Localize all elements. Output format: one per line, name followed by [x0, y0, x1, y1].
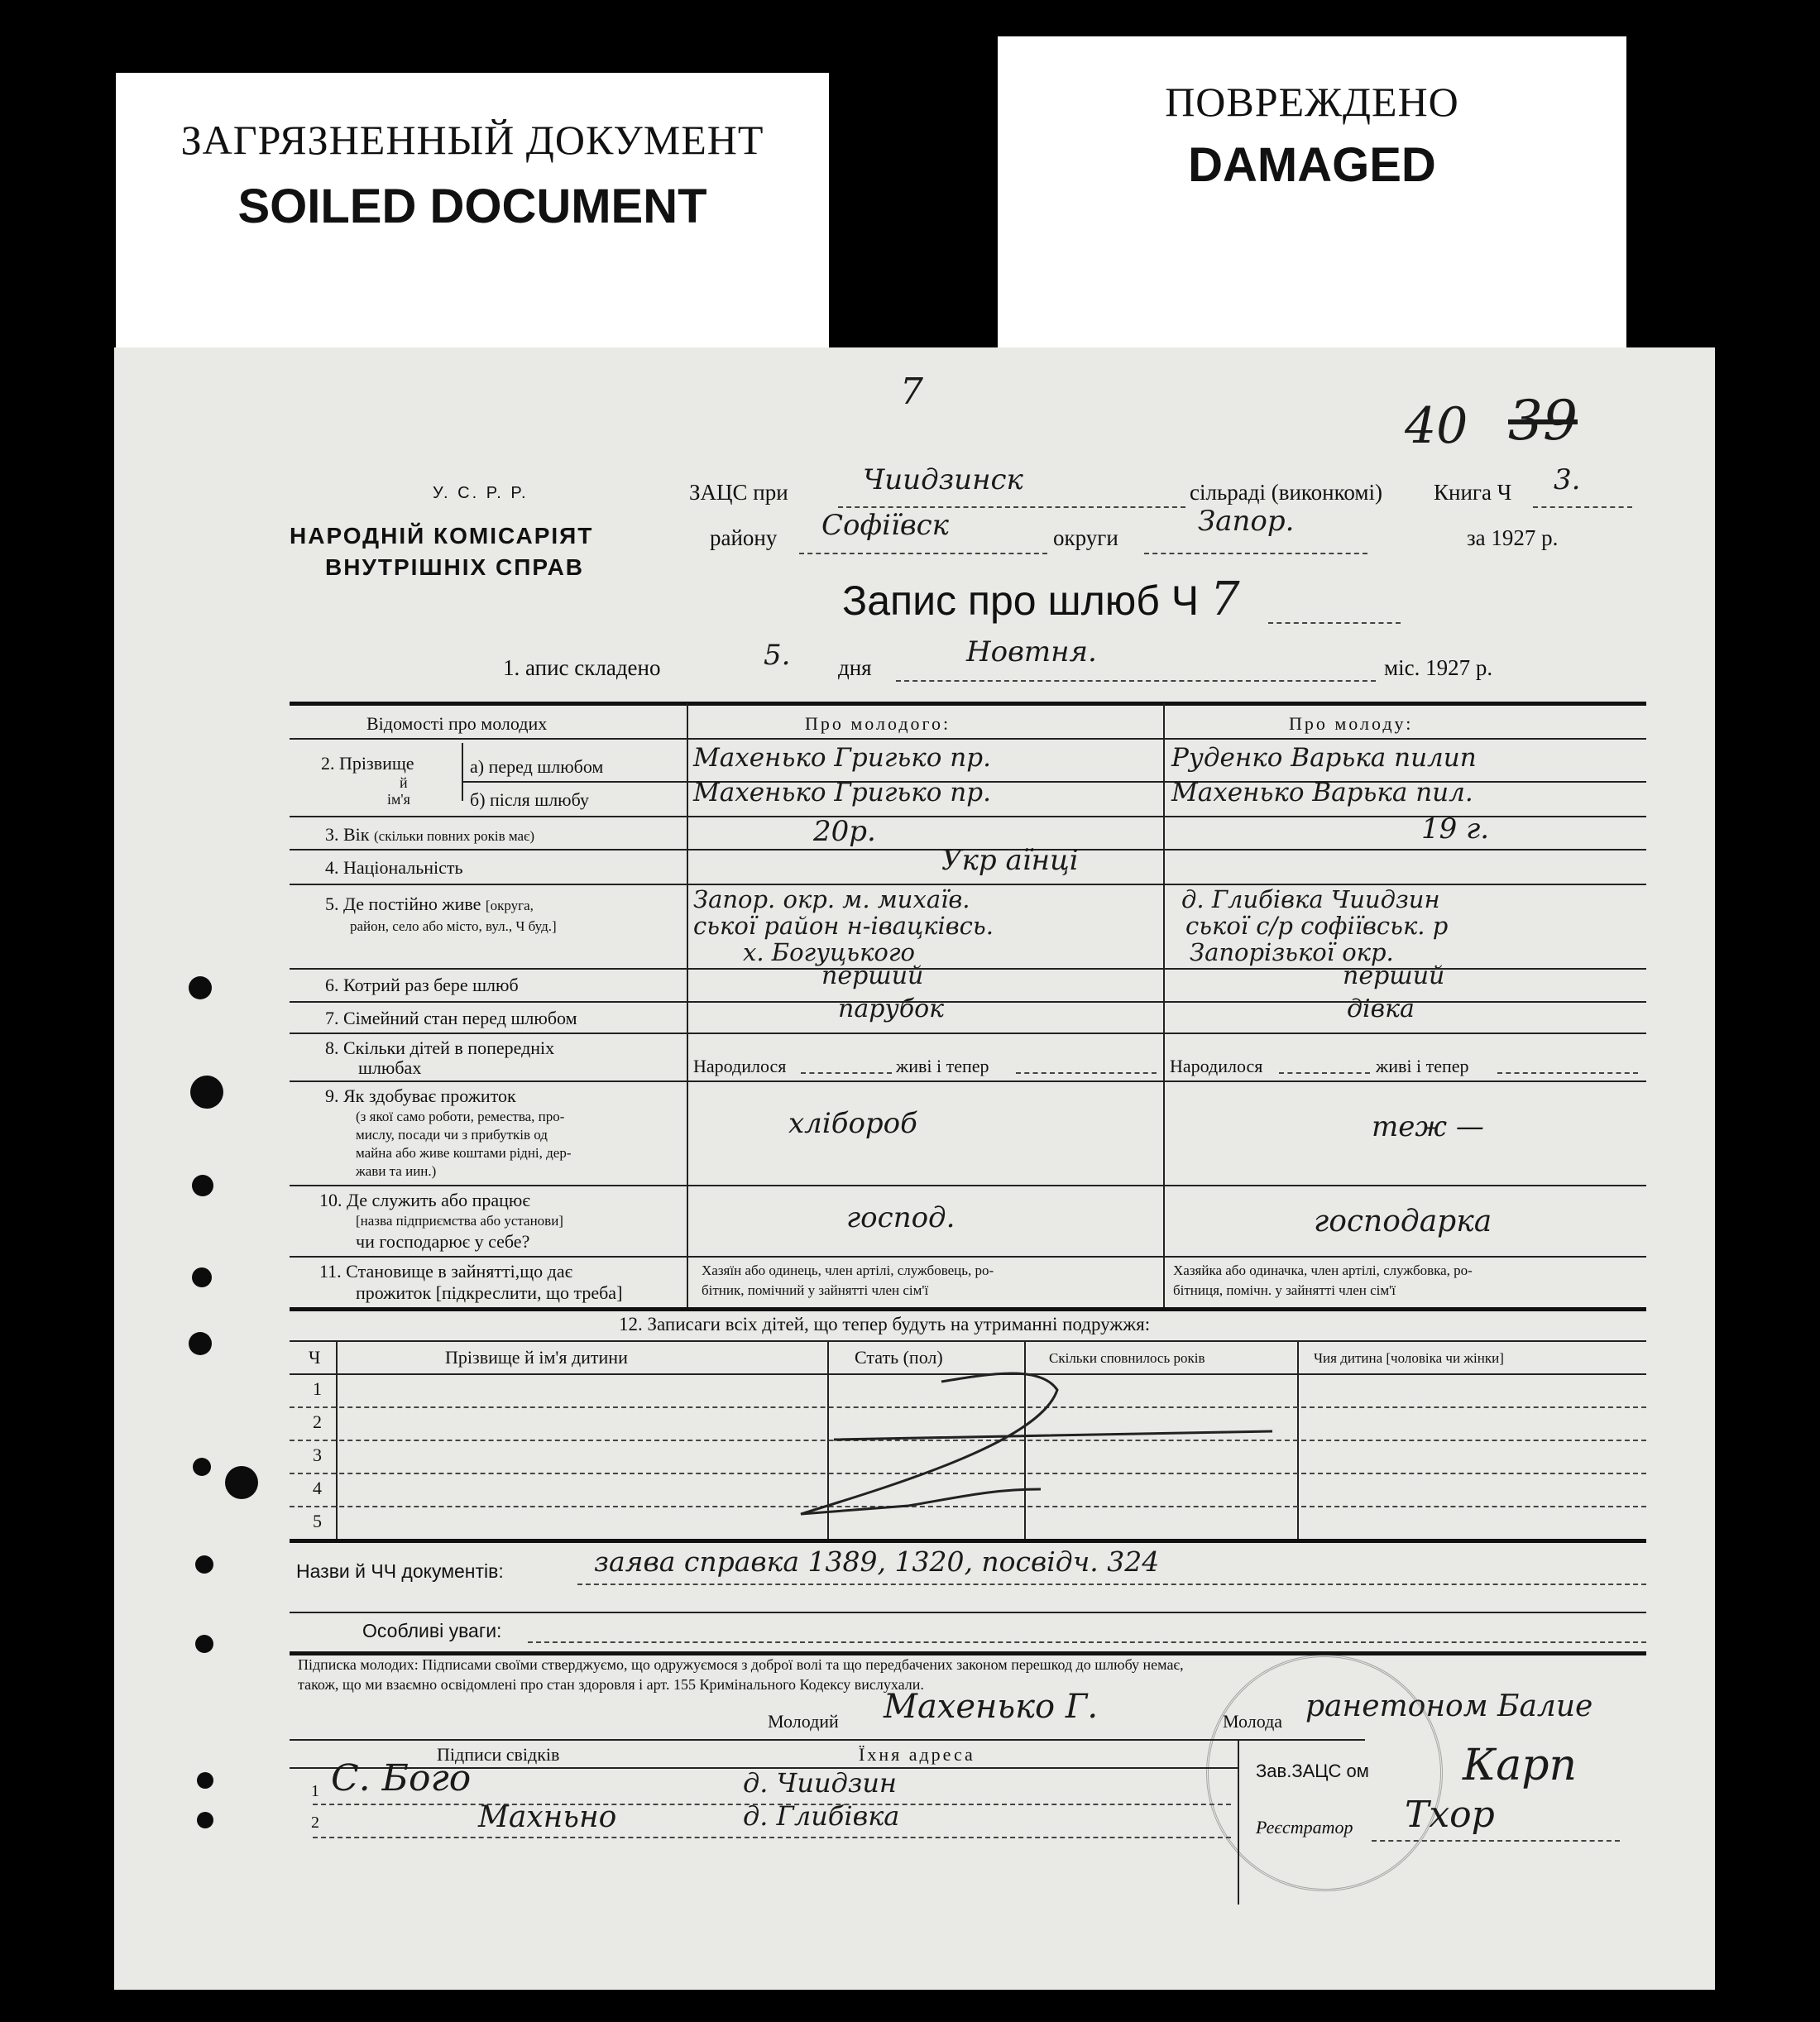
- row2-label: 2. Прізвище: [321, 753, 414, 774]
- rayon-value: Софіївск: [821, 509, 949, 542]
- punch-hole: [197, 1812, 213, 1828]
- archive-number-crossed: 39: [1508, 389, 1578, 453]
- children-col-whose: Чия дитина [чоловіка чи жінки]: [1314, 1350, 1504, 1366]
- okrug-value: Запор.: [1198, 505, 1295, 538]
- row8-label-2: шлюбах: [358, 1057, 422, 1078]
- groom-address-3: х. Богуцького: [743, 938, 915, 966]
- row6-label: 6. Котрий раз бере шлюб: [325, 975, 519, 995]
- row3-label-text: 3. Вік: [325, 824, 370, 845]
- child-row-3-number: 3: [313, 1445, 322, 1465]
- usrr-label: У. С. Р. Р.: [433, 484, 529, 502]
- row3-note: (скільки повних років має): [373, 828, 534, 844]
- children-title: 12. Записаги всіх дітей, що тепер будуть на утриманні подружжя:: [619, 1314, 1151, 1334]
- zags-label: ЗАЦС при: [689, 480, 788, 505]
- witnesses-title: Підписи свідків: [437, 1744, 560, 1765]
- witnesses-address-title: Їхня адреса: [859, 1744, 975, 1765]
- declaration-line-2: також, що ми взаємно освідомлені про стан здоровля і арт. 155 Кримінального Кодексу вислухали.: [298, 1676, 924, 1693]
- sheet-number: 7: [900, 371, 923, 413]
- form-title-number: 7: [1210, 573, 1240, 626]
- row4-label: 4. Національність: [325, 857, 463, 878]
- bride-address-3: Запорізької окр.: [1190, 938, 1394, 966]
- groom-workplace: господ.: [846, 1201, 956, 1234]
- witness-1-address: д. Чиидзин: [743, 1767, 897, 1799]
- children-col-age: Скільки сповнилось років: [1049, 1350, 1205, 1366]
- soiled-label-en: SOILED DOCUMENT: [237, 180, 707, 233]
- children-col-number: Ч: [309, 1347, 321, 1368]
- groom-occupation-options-1: Хазяїн або одинець, член артілі, службовець, ро-: [702, 1263, 994, 1278]
- bride-children-alive-label: живі і тепер: [1376, 1056, 1469, 1076]
- row5-label-text: 5. Де постійно живе: [325, 894, 481, 914]
- record-date-month: Новтня.: [966, 635, 1097, 668]
- registrar-label: Реєстратор: [1256, 1817, 1353, 1838]
- marriage-record-form: [114, 347, 1715, 1990]
- bride-address-1: д. Глибівка Чиидзин: [1181, 885, 1440, 913]
- punch-hole: [189, 1332, 212, 1355]
- witness-1-number: 1: [311, 1782, 319, 1800]
- bride-marriage-count: перший: [1343, 961, 1445, 990]
- punch-hole: [195, 1555, 213, 1574]
- punch-hole: [195, 1635, 213, 1653]
- declaration-line-1: Підписка молодих: Підписами своїми стверджуємо, що одружуємося з доброї волі та що передбачених законом перешкод до шлюбу немає,: [298, 1656, 1184, 1673]
- column-bride: Про молоду:: [1289, 713, 1414, 734]
- punch-hole: [190, 1076, 223, 1109]
- column-info: Відомості про молодих: [366, 713, 548, 734]
- row5-note-1: [округа,: [485, 898, 534, 913]
- commissariat-line-1: НАРОДНІЙ КОМІСАРІЯТ: [290, 523, 594, 549]
- row9-label-1: 9. Як здобуває прожиток: [325, 1085, 516, 1106]
- nationality-value: Укр аїнці: [941, 844, 1079, 877]
- row8-label-1: 8. Скільки дітей в попередніх: [325, 1037, 555, 1058]
- row9-label-5: жави та иин.): [356, 1163, 437, 1179]
- bride-workplace: господарка: [1314, 1205, 1492, 1239]
- record-date-suffix: міс. 1927 р.: [1384, 655, 1493, 680]
- bride-occupation-options-1: Хазяйка або одиначка, член артілі, службовка, ро-: [1173, 1263, 1473, 1278]
- bride-name-after: Махенько Варька пил.: [1171, 778, 1473, 807]
- row7-label: 7. Сімейний стан перед шлюбом: [325, 1008, 577, 1028]
- soiled-label-ru: ЗАГРЯЗНЕННЫЙ ДОКУМЕНТ: [180, 117, 764, 163]
- form-title: [842, 573, 1240, 626]
- groom-marriage-count: перший: [821, 961, 924, 990]
- archive-number: 40: [1405, 397, 1468, 455]
- bride-name-before: Руденко Варька пилип: [1171, 743, 1477, 773]
- commissariat-line-2: ВНУТРІШНІХ СПРАВ: [325, 554, 585, 580]
- row10-label-1: 10. Де служить або працює: [319, 1190, 530, 1210]
- punch-hole: [197, 1772, 213, 1789]
- row2-sub-2: ім'я: [387, 791, 410, 807]
- soiled-document-card: [116, 73, 829, 367]
- row9-label-4: майна або живе коштами рідні, дер-: [356, 1145, 572, 1161]
- record-date-day: 5.: [764, 639, 791, 672]
- form-title-text: Запис про шлюб Ч: [842, 577, 1200, 624]
- row2-sub-1: й: [400, 774, 408, 791]
- punch-hole: [225, 1466, 258, 1499]
- children-col-sex: Стать (пол): [855, 1347, 943, 1368]
- groom-signature-label: Молодий: [768, 1711, 839, 1732]
- groom-occupation-options-2: бітник, помічний у зайнятті член сім'ї: [702, 1282, 929, 1298]
- documents-label: Назви й ЧЧ документів:: [296, 1560, 504, 1582]
- damaged-label-ru: ПОВРЕЖДЕНО: [1165, 79, 1459, 125]
- damaged-label-en: DAMAGED: [1188, 138, 1436, 192]
- groom-marital-status: парубок: [838, 994, 945, 1023]
- row5-note-2: район, село або місто, вул., Ч буд.]: [350, 918, 557, 934]
- row9-label-2: (з якої само роботи, ремества, про-: [356, 1109, 565, 1124]
- punch-hole: [192, 1175, 213, 1196]
- column-groom: Про молодого:: [805, 713, 951, 734]
- punch-hole: [192, 1267, 212, 1287]
- groom-address-2: ської район н-івацківсь.: [693, 912, 994, 940]
- witness-2-address: д. Глибівка: [743, 1800, 900, 1832]
- zags-value: Чиидзинск: [863, 463, 1023, 496]
- groom-children-alive-label: живі і тепер: [896, 1056, 989, 1076]
- groom-children-born-label: Народилося: [693, 1056, 787, 1076]
- remarks-label: Особливі уваги:: [362, 1620, 502, 1641]
- row11-label-2: прожиток [підкреслити, що треба]: [356, 1282, 623, 1303]
- children-crossout-mark: [693, 1365, 1289, 1531]
- bride-children-born-label: Народилося: [1170, 1056, 1263, 1076]
- groom-address-1: Запор. окр. м. михаїв.: [693, 885, 970, 913]
- row10-label-2: [назва підприємства або установи]: [356, 1213, 563, 1229]
- bride-marital-status: дівка: [1347, 994, 1415, 1023]
- documents-value: заява справка 1389, 1320, посвідч. 324: [594, 1545, 1160, 1578]
- zags-head-label: Зав.ЗАЦС ом: [1256, 1761, 1369, 1781]
- children-col-name: Прізвище й ім'я дитини: [445, 1347, 628, 1368]
- punch-hole: [193, 1458, 211, 1476]
- damaged-card: [998, 36, 1626, 363]
- groom-livelihood: хлібороб: [788, 1107, 917, 1140]
- rayon-label: району: [710, 525, 778, 550]
- groom-name-after: Махенько Григько пр.: [693, 778, 991, 807]
- child-row-2-number: 2: [313, 1411, 322, 1432]
- okrug-label: округи: [1053, 525, 1118, 550]
- witness-1-signature: С. Бого: [331, 1757, 472, 1799]
- row9-label-3: мислу, посади чи з прибутків од: [356, 1127, 548, 1143]
- year-label: за 1927 р.: [1467, 525, 1559, 550]
- groom-signature: Махенько Г.: [884, 1688, 1099, 1726]
- selrada-label: сільраді (виконкомі): [1190, 480, 1382, 505]
- row11-label-1: 11. Становище в зайнятті,що дає: [319, 1261, 573, 1282]
- registrar-signature: Тхор: [1405, 1794, 1495, 1836]
- zags-head-signature: Карп: [1463, 1741, 1578, 1790]
- row3-label: [325, 824, 534, 846]
- record-date-day-label: дня: [838, 655, 872, 680]
- groom-age: 20р.: [813, 815, 876, 848]
- row5-label: [325, 894, 534, 915]
- bride-signature: ранетоном Балие: [1305, 1689, 1593, 1723]
- book-label: Книга Ч: [1434, 480, 1512, 505]
- groom-name-before: Махенько Григько пр.: [693, 743, 991, 773]
- child-row-5-number: 5: [313, 1511, 322, 1531]
- bride-occupation-options-2: бітниця, помічн. у зайнятті член сім'ї: [1173, 1282, 1396, 1298]
- row10-label-3: чи господарює у себе?: [356, 1231, 530, 1252]
- punch-hole: [189, 976, 212, 999]
- witness-2-signature: Махньно: [478, 1800, 617, 1834]
- bride-age: 19 г.: [1421, 812, 1490, 846]
- bride-address-2: ської с/р софіївськ. р: [1185, 912, 1449, 940]
- bride-signature-label: Молода: [1223, 1711, 1283, 1732]
- bride-livelihood: теж —: [1372, 1110, 1484, 1143]
- row2a-label: а) перед шлюбом: [470, 756, 604, 777]
- child-row-1-number: 1: [313, 1378, 322, 1399]
- record-date-prefix: 1. апис складено: [503, 655, 661, 680]
- child-row-4-number: 4: [313, 1478, 322, 1498]
- witness-2-number: 2: [311, 1814, 319, 1832]
- row2b-label: б) після шлюбу: [470, 789, 589, 810]
- book-value: 3.: [1554, 463, 1581, 496]
